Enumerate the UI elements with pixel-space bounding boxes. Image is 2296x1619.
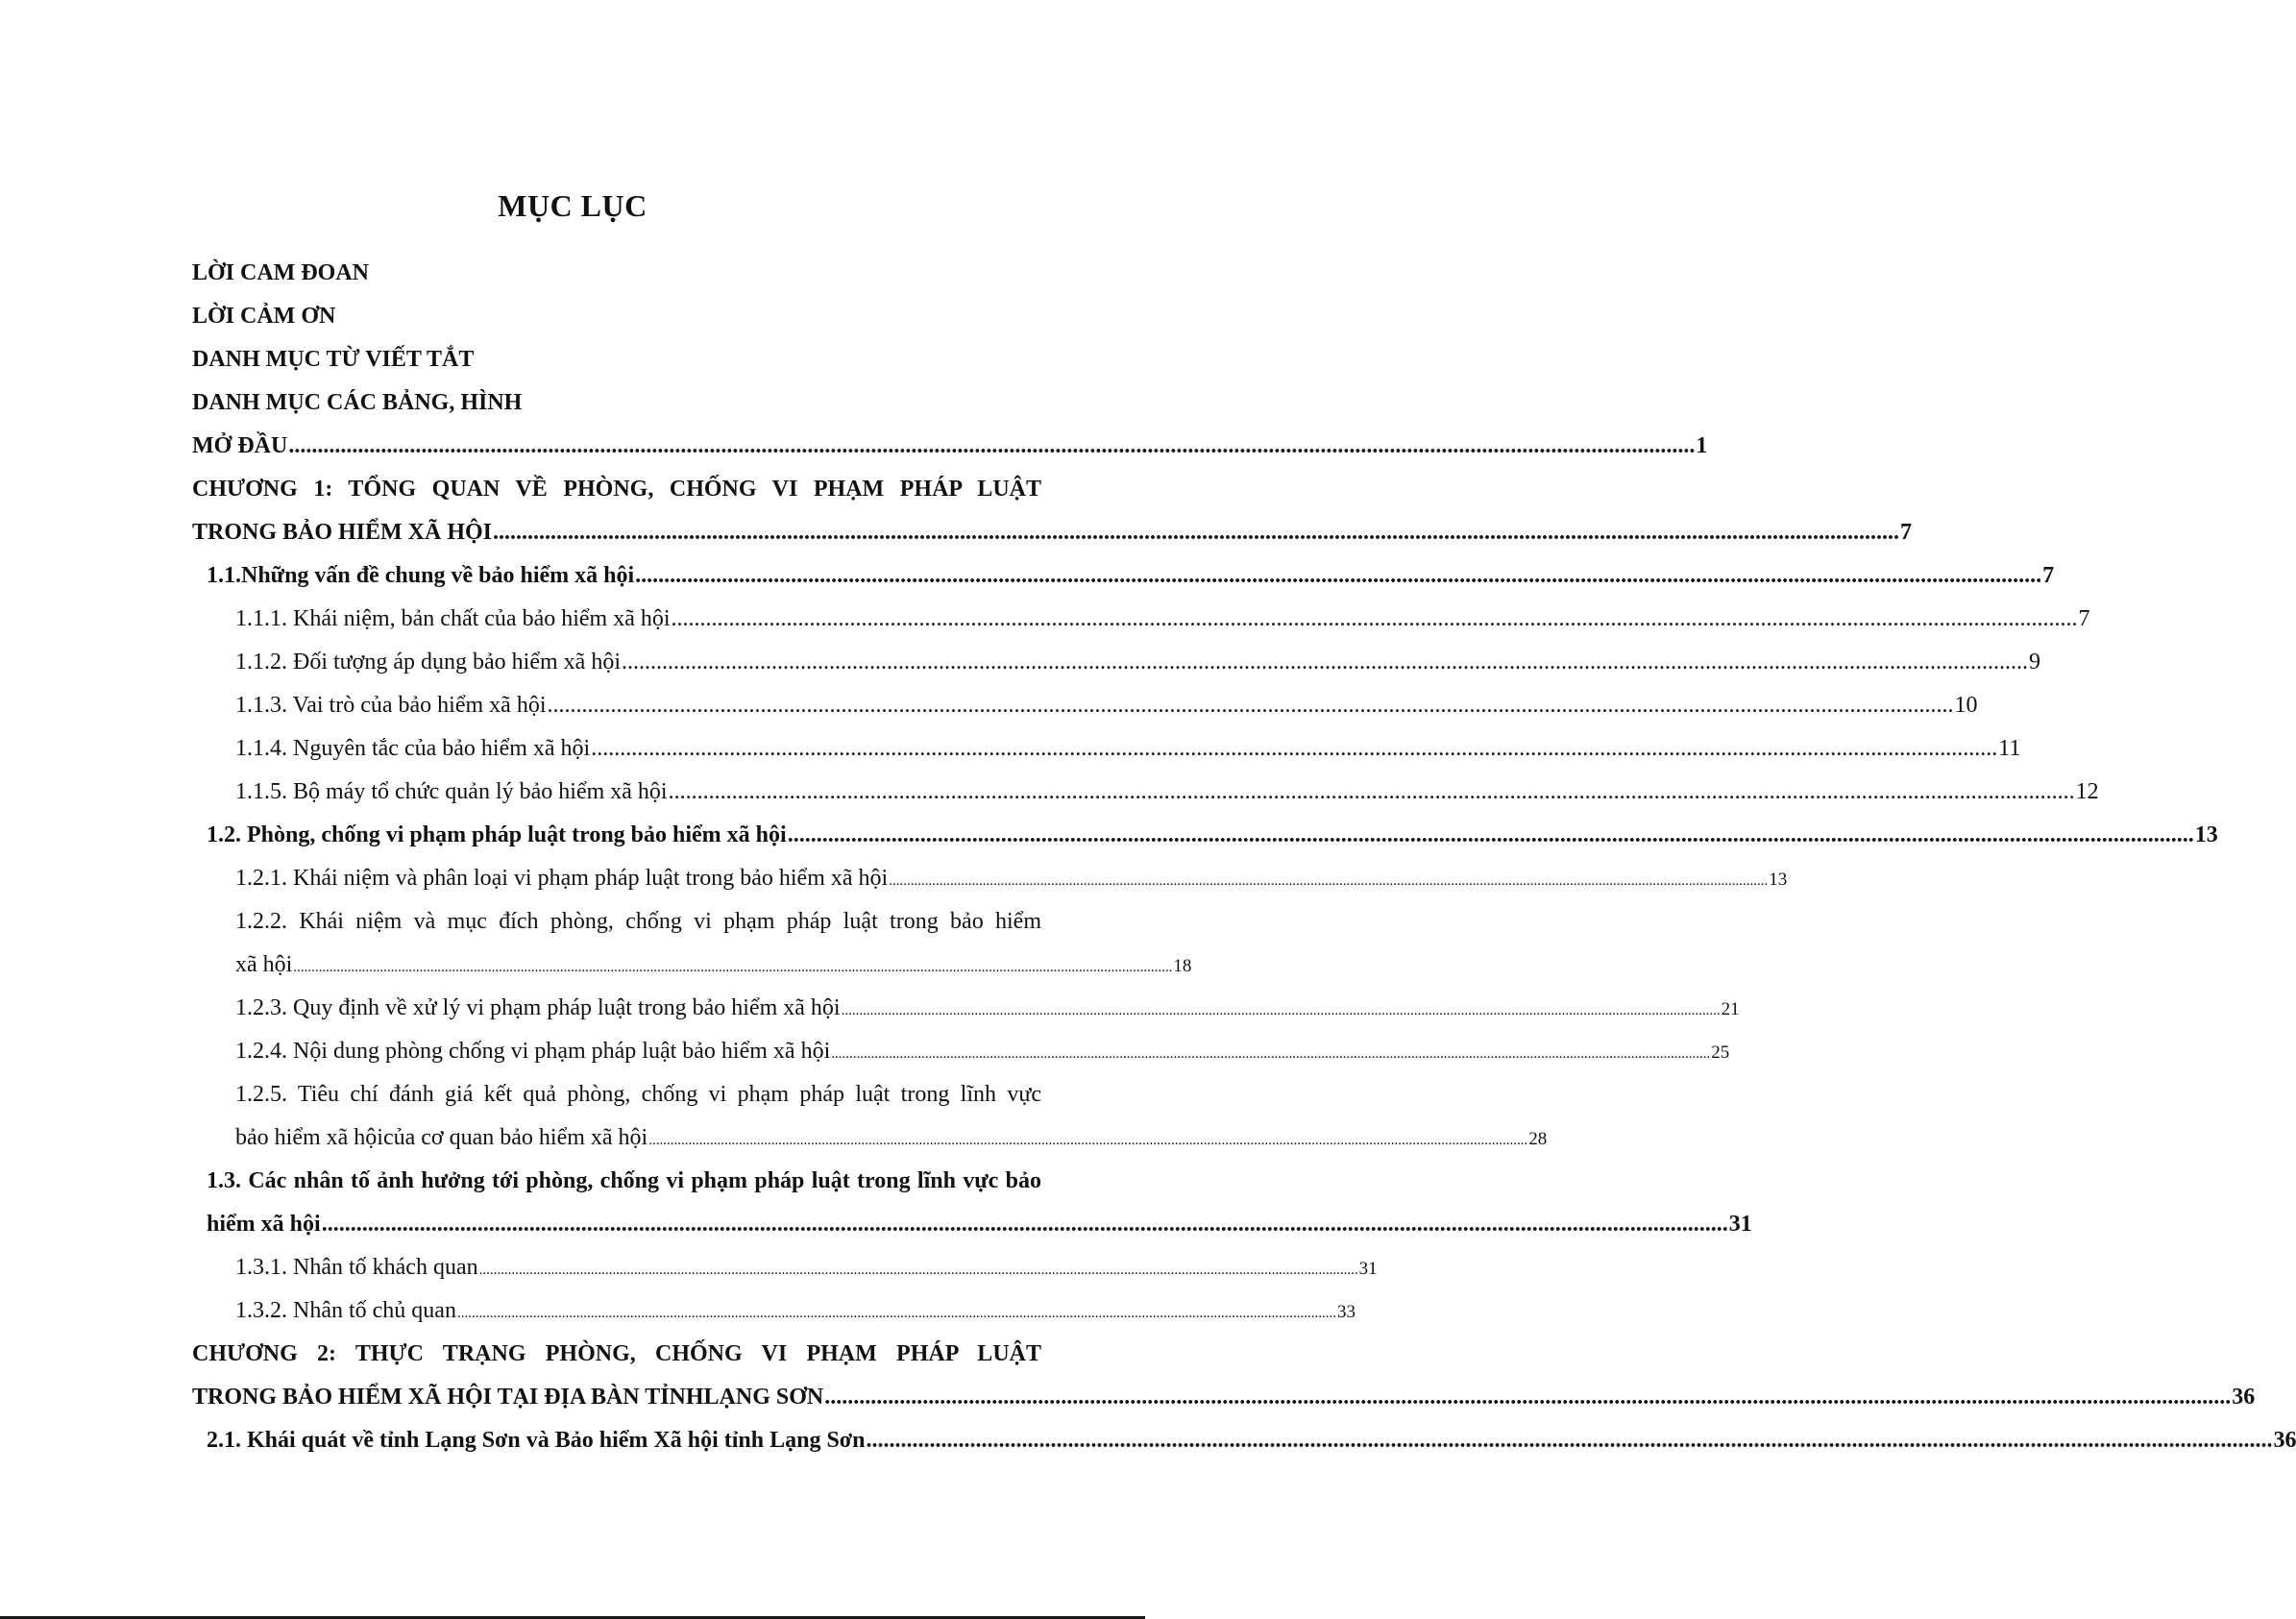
toc-entry-text: 1.2.4. Nội dung phòng chống vi phạm pháp luật bảo hiểm xã hội [235,1039,831,1064]
toc-entry[interactable] [235,1125,1548,1150]
toc-entry[interactable] [235,952,1192,977]
toc-page-number: 10 [1954,693,1978,718]
dot-leader: .................................................................................................................................................................................................................................................... [547,693,1954,718]
toc-entry-text: 1.3.1. Nhân tố khách quan [235,1255,478,1280]
toc-page-number: 7 [2042,563,2055,588]
toc-page-number: 1 [1696,433,1708,458]
dot-leader: .................................................................................................................................................................................................................................................... [635,563,2042,588]
toc-entry-line[interactable] [235,1083,1041,1106]
dot-leader: .................................................................................................................................................................................................................................................... [831,1046,1711,1062]
toc-entry-text: 1.2.1. Khái niệm và phân loại vi phạm pháp luật trong bảo hiểm xã hội [235,866,889,891]
toc-entry-text: CHƯƠNG 1: TỔNG QUAN VỀ PHÒNG, CHỐNG VI PHẠM PHÁP LUẬT [192,477,1041,502]
dot-leader: .................................................................................................................................................................................................................................................... [456,1306,1336,1321]
toc-entry-text: 1.2. Phòng, chống vi phạm pháp luật trong bảo hiểm xã hội [207,822,787,847]
toc-entry-text: 1.2.2. Khái niệm và mục đích phòng, chống vi phạm pháp luật trong bảo hiểm [235,909,1041,934]
toc-entry-line[interactable] [207,1169,1041,1192]
dot-leader: .................................................................................................................................................................................................................................................... [787,822,2194,847]
toc-page-number: 9 [2028,650,2040,675]
toc-entry-text: 1.1.2. Đối tượng áp dụng bảo hiểm xã hội [235,650,621,675]
dot-leader: .................................................................................................................................................................................................................................................... [493,520,1900,545]
dot-leader: .................................................................................................................................................................................................................................................... [591,736,1998,761]
toc-entry[interactable] [192,305,335,328]
toc-entry-text: 1.1.3. Vai trò của bảo hiểm xã hội [235,693,547,718]
toc-entry-text: CHƯƠNG 2: THỰC TRẠNG PHÒNG, CHỐNG VI PHẠM PHÁP LUẬT [192,1341,1041,1366]
toc-page-number: 12 [2075,779,2099,804]
toc-entry-text: hiểm xã hội [207,1212,321,1237]
dot-leader: .................................................................................................................................................................................................................................................... [841,1003,1721,1018]
toc-entry[interactable] [207,1428,2296,1453]
toc-entry-text: 1.1.1. Khái niệm, bản chất của bảo hiểm xã hội [235,606,671,631]
toc-title: MỤC LỤC [498,188,647,223]
dot-leader: .................................................................................................................................................................................................................................................... [824,1385,2232,1410]
toc-page-number: 36 [2273,1428,2296,1453]
toc-page-number: 28 [1528,1129,1548,1149]
toc-page-number: 31 [1358,1259,1378,1279]
toc-entry[interactable] [192,348,474,371]
dot-leader: .................................................................................................................................................................................................................................................... [321,1212,1728,1237]
toc-entry-text: 1.2.5. Tiêu chí đánh giá kết quả phòng, chống vi phạm pháp luật trong lĩnh vực [235,1082,1041,1107]
toc-page-number: 18 [1173,956,1192,976]
toc-entry[interactable] [235,779,2099,804]
toc-entry-text: 1.1.5. Bộ máy tổ chức quản lý bảo hiểm xã hội [235,779,668,804]
dot-leader: .................................................................................................................................................................................................................................................... [889,873,1769,889]
toc-entry-text: MỞ ĐẦU [192,433,288,458]
dot-leader: .................................................................................................................................................................................................................................................... [288,433,1696,458]
toc-entry[interactable] [207,563,2055,588]
dot-leader: .................................................................................................................................................................................................................................................... [668,779,2075,804]
toc-entry[interactable] [207,1212,1752,1237]
toc-entry[interactable] [192,433,1708,458]
toc-entry[interactable] [235,650,2040,675]
toc-entry-text: bảo hiểm xã hộicủa cơ quan bảo hiểm xã hội [235,1125,648,1150]
toc-entry[interactable] [235,1039,1730,1064]
toc-entry-text: DANH MỤC TỪ VIẾT TẮT [192,347,475,372]
toc-entry-text: LỜI CAM ĐOAN [192,260,369,285]
dot-leader: .................................................................................................................................................................................................................................................... [866,1428,2273,1453]
toc-entry-text: DANH MỤC CÁC BẢNG, HÌNH [192,390,523,415]
toc-entry[interactable] [207,822,2218,847]
dot-leader: .................................................................................................................................................................................................................................................... [648,1133,1528,1148]
toc-entry[interactable] [192,1385,2256,1410]
toc-entry-text: TRONG BẢO HIỂM XÃ HỘI [192,520,493,545]
toc-page-number: 11 [1998,736,2021,761]
toc-entry-text: 1.2.3. Quy định về xử lý vi phạm pháp luật trong bảo hiểm xã hội [235,995,841,1020]
dot-leader: .................................................................................................................................................................................................................................................... [671,606,2078,631]
toc-page-number: 36 [2232,1385,2256,1410]
toc-entry-text: 1.3. Các nhân tố ảnh hưởng tới phòng, chống vi phạm pháp luật trong lĩnh vực bảo [207,1168,1041,1193]
toc-entry-line[interactable] [235,910,1041,933]
toc-page-number: 31 [1728,1212,1752,1237]
toc-entry-text: 1.3.2. Nhân tố chủ quan [235,1298,456,1323]
toc-entry[interactable] [235,995,1740,1020]
toc-entry[interactable] [235,1255,1378,1280]
toc-entry-text: 1.1.4. Nguyên tắc của bảo hiểm xã hội [235,736,591,761]
dot-leader: .................................................................................................................................................................................................................................................... [478,1263,1358,1278]
dot-leader: .................................................................................................................................................................................................................................................... [293,960,1173,975]
toc-entry[interactable] [192,261,369,284]
toc-entry[interactable] [235,606,2090,631]
toc-entry-text: 2.1. Khái quát về tỉnh Lạng Sơn và Bảo hiểm Xã hội tỉnh Lạng Sơn [207,1428,866,1453]
toc-page-number: 33 [1336,1302,1356,1322]
toc-page-number: 25 [1711,1043,1730,1063]
toc-entry[interactable] [235,1298,1356,1323]
toc-entry-text: TRONG BẢO HIỂM XÃ HỘI TẠI ĐỊA BÀN TỈNHLẠNG SƠN [192,1385,824,1410]
toc-entry[interactable] [235,866,1788,891]
toc-entry-text: LỜI CẢM ƠN [192,304,336,329]
toc-page-number: 13 [2194,822,2218,847]
toc-page-number: 7 [2078,606,2090,631]
toc-entry-line[interactable] [192,478,1041,501]
toc-entry[interactable] [235,736,2021,761]
toc-page-number: 13 [1769,870,1788,890]
toc-page-number: 21 [1721,999,1740,1019]
toc-entry[interactable] [235,693,1978,718]
toc-entry[interactable] [192,391,522,414]
toc-entry-line[interactable] [192,1342,1041,1365]
dot-leader: .................................................................................................................................................................................................................................................... [621,650,2028,675]
toc-entry[interactable] [192,520,1913,545]
toc-entry-text: xã hội [235,952,293,977]
toc-entry-text: 1.1.Những vấn đề chung về bảo hiểm xã hội [207,563,635,588]
toc-page-number: 7 [1900,520,1913,545]
